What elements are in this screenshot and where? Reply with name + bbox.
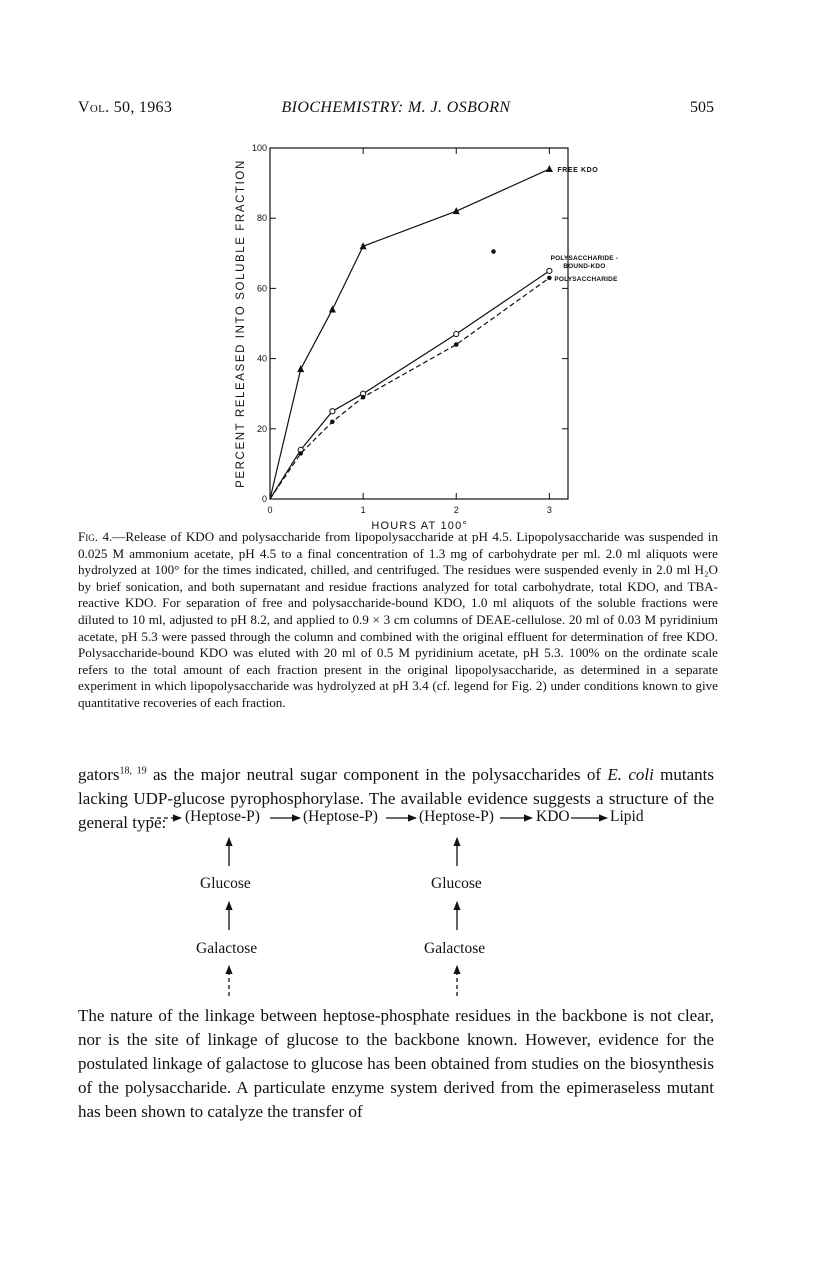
data-point-polysaccharide <box>330 419 335 424</box>
x-tick-label: 2 <box>453 505 459 515</box>
galactose-2: Galactose <box>424 940 486 957</box>
heptose-3: (Heptose-P) <box>419 808 494 825</box>
series-line-polysaccharide <box>270 278 549 499</box>
figure-caption <box>78 529 718 712</box>
legend-free-kdo: FREE KDO <box>557 167 599 175</box>
data-point-polysaccharide <box>361 395 366 400</box>
data-point-polysaccharide-bound-kdo <box>330 409 335 414</box>
data-point-polysaccharide <box>298 451 303 456</box>
kdo-label: KDO <box>536 808 570 825</box>
lipid-label: Lipid <box>610 808 644 825</box>
data-point-polysaccharide-bound-kdo <box>454 331 459 336</box>
chart-frame <box>270 148 568 499</box>
data-point-polysaccharide-bound-kdo <box>547 268 552 273</box>
series-line-free-kdo <box>270 169 549 499</box>
data-point-free-kdo <box>546 165 553 172</box>
para1-mid: as the major neutral sugar component in the polysaccharides of <box>146 765 608 784</box>
para1-start: gators <box>78 765 120 784</box>
body-paragraph-1 <box>78 763 714 835</box>
data-point-outlier <box>491 249 496 254</box>
y-tick-label: 0 <box>261 494 267 504</box>
legend-polysaccharide: POLYSACCHARIDE <box>554 275 618 283</box>
data-point-polysaccharide <box>454 342 459 347</box>
page-number: 505 <box>690 99 714 116</box>
heptose-1: (Heptose-P) <box>185 808 260 825</box>
chart-series <box>270 165 553 499</box>
glucose-1: Glucose <box>200 875 251 892</box>
running-title: BIOCHEMISTRY: M. J. OSBORN <box>281 99 511 116</box>
data-point-free-kdo <box>297 365 304 372</box>
figure-label: Fig. 4. <box>78 529 113 544</box>
y-axis-label: PERCENT RELEASED INTO SOLUBLE FRACTION <box>235 159 247 488</box>
volume-label: Vol. 50, 1963 <box>78 99 173 116</box>
body-paragraph-2: The nature of the linkage between heptose-phosphate residues in the backbone is not clear, nor is the site of linkage of glucose to the backbone known. However, evidence for the postulated linkage of galactose to glucose has been obtained from studies on the biosynthesis of the polysaccharide. A particulate enzyme system derived from the epimeraseless mutant has been shown to catalyze the transfer of <box>78 1006 714 1121</box>
x-axis-label: HOURS AT 100° <box>371 520 468 532</box>
data-point-polysaccharide <box>547 276 552 281</box>
x-tick-label: 3 <box>546 505 552 515</box>
figure-4-chart <box>224 136 619 532</box>
heptose-2: (Heptose-P) <box>303 808 378 825</box>
series-line-polysaccharide-bound-kdo <box>270 271 549 499</box>
running-header <box>78 99 714 121</box>
y-tick-label: 100 <box>251 143 267 153</box>
y-tick-label: 40 <box>256 353 267 364</box>
plot-frame <box>270 148 568 499</box>
x-tick-label: 1 <box>360 505 366 515</box>
y-tick-label: 80 <box>256 213 267 224</box>
galactose-1: Galactose <box>196 940 258 957</box>
para1-end: mutants lacking UDP-glucose pyrophosphorylase. The available evidence suggests a structure of the general type: <box>78 765 715 832</box>
y-tick-label: 20 <box>256 423 267 434</box>
chart-ticks <box>252 143 568 515</box>
glucose-2: Glucose <box>431 875 482 892</box>
legend-bound-kdo-line2: BOUND-KDO <box>563 262 606 270</box>
legend-bound-kdo-line1: POLYSACCHARIDE - <box>550 254 619 262</box>
caption-text: —Release of KDO and polysaccharide from lipopolysaccharide at pH 4.5. Lipopolysaccharide was suspended in 0.025 M ammonium acetate, pH 4.5 to a final concentration of 1.3 mg of carbohydrate per ml. 2.0 ml aliquots were hydrolyzed at 100° for the times indicated, chilled, and centrifuged. The residues were suspended evenly in 2.0 ml H₂O by brief sonication, and both supernatant and residue fractions analyzed for total carbohydrate, total KDO, and TBA-reactive KDO. For separation of free and polysaccharide-bound KDO, 1.0 ml aliquots of the soluble fractions were diluted to 10 ml, adjusted to pH 8.2, and applied to 0.9 × 3 cm columns of DEAE-cellulose. 20 ml of 0.03 M pyridinium acetate, pH 5.3 were passed through the column and combined with the original effluent for determination of free KDO. Polysaccharide-bound KDO was eluted with 20 ml of 0.5 M pyridinium acetate, pH 5.3. 100% on the ordinate scale refers to the total amount of each fraction present in the original lipopolysaccharide, as determined in a separate experiment in which lipopolysaccharide was hydrolyzed at pH 3.4 (cf. legend for Fig. 2) under conditions known to give quantitative recoveries of each fraction. <box>78 529 718 710</box>
reference-superscript: 18, 19 <box>119 765 147 777</box>
y-tick-label: 60 <box>256 283 267 294</box>
x-tick-label: 0 <box>267 505 273 515</box>
data-point-free-kdo <box>329 305 336 312</box>
species-name: E. coli <box>607 765 654 784</box>
